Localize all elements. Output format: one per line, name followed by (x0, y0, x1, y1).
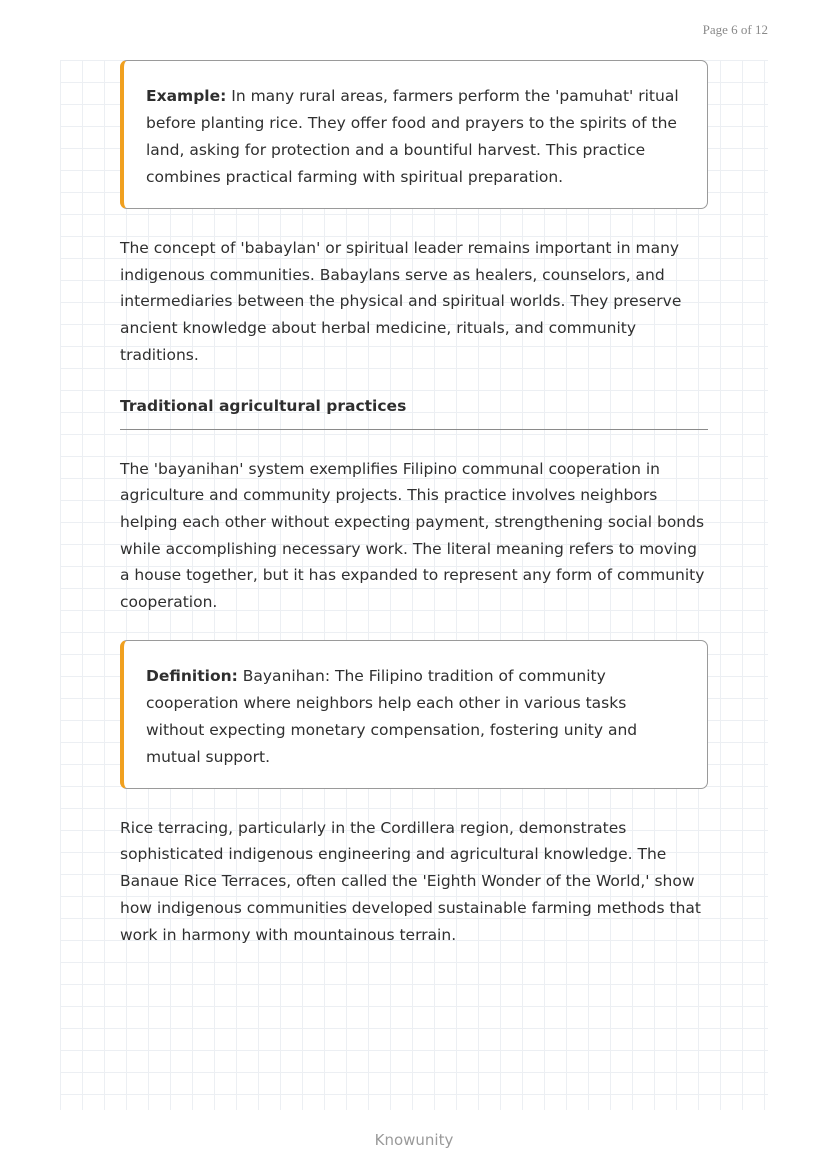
page-number: Page 6 of 12 (702, 22, 768, 37)
example-label: Example: (146, 87, 227, 105)
example-callout (120, 60, 708, 209)
babaylan-paragraph: The concept of 'babaylan' or spiritual leader remains important in many indigenous communities. Babaylans serve as healers, counselors, and intermediaries between the physical and spiritual worlds. They preserve ancient knowledge about herbal medicine, rituals, and community traditions. (120, 239, 682, 364)
definition-text (146, 663, 681, 771)
terracing-paragraph: Rice terracing, particularly in the Cordillera region, demonstrates sophisticated indigenous engineering and agricultural knowledge. The Banaue Rice Terraces, often called the 'Eighth Wonder of the World,' show how indigenous communities developed sustainable farming methods that work in harmony with mountainous terrain. (120, 818, 701, 944)
bayanihan-paragraph: The 'bayanihan' system exemplifies Filipino communal cooperation in agriculture and community projects. This practice involves neighbors helping each other without expecting payment, strengthening social bonds while accomplishing necessary work. The literal meaning refers to moving a house together, but it has expanded to represent any form of community cooperation. (120, 459, 705, 612)
example-text (146, 83, 681, 191)
definition-label: Definition: (146, 666, 238, 685)
document-content (120, 60, 708, 948)
footer-brand: Knowunity (374, 1131, 454, 1149)
example-body: In many rural areas, farmers perform the 'pamuhat' ritual before planting rice. They offer food and prayers to the spirits of the land, asking for protection and a bountiful harvest. This practice combines practical farming with spiritual preparation. (146, 87, 679, 186)
definition-callout (120, 640, 708, 789)
definition-body: Bayanihan: The Filipino tradition of community cooperation where neighbors help each other in various tasks without expecting monetary compensation, fostering unity and mutual support. (146, 666, 638, 766)
heading-divider (120, 429, 708, 430)
section-heading: Traditional agricultural practices (120, 396, 407, 415)
